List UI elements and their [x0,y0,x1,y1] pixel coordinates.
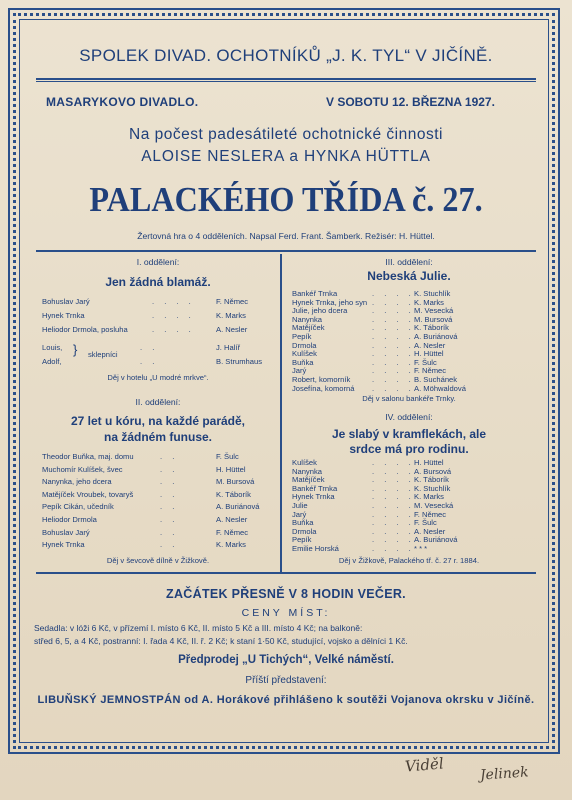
cast-dots: . . . . [372,375,415,384]
cast-actor: K. Marks [216,540,246,550]
act3-label: III. oddělení: [385,257,433,267]
cast-dots: . . . . [372,357,415,367]
cast-dots: . . . . [372,509,415,519]
cast-actor: M. Bursová [216,477,255,487]
cast-role: Pepík Cikán, učedník [42,502,114,512]
cast-role: Jarý [292,366,307,376]
cast-role: Theodor Buňka, maj. domu [42,452,134,461]
cast-actor: F. Němec [216,527,249,537]
act1-louis-role: Louis, [42,343,63,352]
cast-row [42,515,274,525]
cast-actor: B. Suchánek [414,375,458,384]
play-subtitle: Žertovná hra o 4 odděleních. Napsal Ferd. Frant. Šamberk. Režisér: H. Hüttel. [137,231,435,241]
cast-actor: * * * [414,544,428,553]
cast-actor: M. Vesecká [414,306,454,316]
cast-role: Jarý [292,509,307,519]
divider-acts-top [36,250,536,252]
cast-actor: H. Hüttel [216,464,246,474]
theatre-name: MASARYKOVO DIVADLO. [46,95,199,109]
divider-acts-bottom [36,572,536,574]
cast-role: Matějíček Vroubek, tovaryš [42,489,134,499]
cast-row [42,452,274,462]
cast-row [42,311,274,321]
cast-role: Julie, jeho dcera [292,306,348,316]
cast-role: Pepík [292,535,312,545]
cast-role: Nanynka, jeho dcera [42,477,112,487]
cast-role: Bankéř Trnka [292,483,338,493]
cast-role: Julie [292,501,308,510]
act3-play: Nebeská Julie. [367,269,451,283]
cast-actor: K. Marks [216,311,246,320]
act1-louis-actor: J. Halíř [216,343,241,352]
cast-role: Buňka [292,518,314,528]
cast-role: Hynek Trnka [292,492,335,502]
cast-dots: . . . . [372,323,415,333]
cast-row [42,502,274,512]
cast-actor: K. Táborík [414,475,449,485]
act1-adolf-dots: . . [140,357,159,366]
play-title: PALACKÉHO TŘÍDA č. 27. [89,180,483,219]
cast-dots: . . . . [372,349,415,359]
cast-actor: A. Nesler [216,325,248,334]
cast-role: Bohuslav Jarý [42,527,90,537]
cast-role: Bankéř Trnka [292,289,338,298]
cast-dots: . . . . [152,325,195,334]
act2-play-line2: na žádném funuse. [103,430,213,444]
act2-play-line1: 27 let u kóru, na každé parádě, [70,414,246,428]
cast-actor: F. Šulc [216,452,239,461]
cast-actor: K. Marks [414,297,444,307]
cast-row [42,490,274,500]
prices-line-1: Sedadla: v lóži 6 Kč, v přízemí I. místo 6 Kč, II. místo 5 Kč a III. místo 4 Kč; na balkoně: [34,623,363,633]
act4-label: IV. oddělení: [385,412,433,422]
cast-actor: H. Hüttel [414,458,444,467]
cast-dots: . . . . [372,289,415,298]
honor-line-2: ALOISE NESLERA a HYNKA HÜTTLA [141,148,431,165]
cast-actor: K. Marks [414,492,444,502]
cast-role: Matějíček [292,323,325,333]
cast-role: Heliodor Drmola, posluha [42,325,128,334]
divider-top [36,78,536,80]
cast-dots: . . [160,452,179,461]
cast-role: Hynek Trnka [42,311,85,320]
cast-role: Matějíček [292,475,325,485]
cast-dots: . . . . [372,366,415,376]
handwritten-note-1: Viděl [404,754,445,776]
cast-actor: A. Möhwaldová [414,383,466,393]
cast-dots: . . [160,540,179,550]
cast-dots: . . . . [152,297,195,306]
cast-role: Hynek Trnka, jeho syn [292,297,368,307]
cast-dots: . . [160,515,179,524]
act1-location: Děj v hotelu „U modré mrkve“. [107,373,209,382]
cast-role: Hynek Trnka [42,540,85,550]
cast-role: Kulíšek [292,458,317,467]
cast-actor: H. Hüttel [414,349,444,359]
act4-location: Děj v Žižkově, Palackého tř. č. 27 r. 1884. [338,556,480,565]
cast-row [42,297,274,307]
cast-role: Bohuslav Jarý [42,297,90,306]
cast-row [42,528,274,538]
cast-actor: F. Šulc [414,357,437,367]
cast-actor: K. Táborík [216,489,251,499]
cast-dots: . . . . [372,492,415,502]
cast-row [292,384,532,394]
cast-dots: . . [160,502,179,512]
act2-location: Děj v ševcově dílně v Žižkově. [106,556,210,565]
cast-role: Josefína, komorná [292,383,355,393]
cast-dots: . . [160,464,179,474]
cast-actor: F. Němec [216,297,249,306]
act3-location: Děj v salonu bankéře Trnky. [362,394,456,403]
cast-role: Kulíšek [292,349,317,359]
cast-row [42,465,274,475]
act1-adolf-role: Adolf, [42,357,62,366]
next-performance-label: Příští představení: [245,675,327,686]
next-performance-title: LIBUŇSKÝ JEMNOSTPÁN od A. Horákové přihlášeno k soutěži Vojanova okrsku v Jičíně. [37,694,535,706]
cast-dots: . . [160,489,179,499]
act1-label: I. oddělení: [136,257,180,267]
cast-row [42,477,274,487]
cast-role: Buňka [292,357,314,367]
cast-dots: . . . . [372,332,415,341]
cast-actor: K. Táborík [414,323,449,333]
cast-dots: . . . . [372,314,415,324]
cast-role: Heliodor Drmola [42,515,97,524]
cast-role: Nanynka [292,314,322,324]
cast-role: Nanynka [292,466,322,476]
cast-dots: . . . . [372,544,415,553]
divider-top-thin [36,81,536,82]
cast-actor: F. Němec [414,366,447,376]
presale-info: Předprodej „U Tichých“, Velké náměstí. [178,654,394,666]
cast-actor: A. Nesler [414,526,446,536]
act1-adolf-actor: B. Strumhaus [216,357,263,366]
prices-line-2: střed 6, 5, a 4 Kč, postranní: I. řada 4 Kč, II. ř. 2 Kč; k staní 1·50 Kč, studující, vojsko a dělníci 1 Kč. [34,636,408,646]
cast-actor: A. Buriánová [216,502,260,512]
cast-dots: . . . . [372,458,415,467]
cast-dots: . . . . [372,501,415,510]
act2-label: II. oddělení: [135,397,181,407]
prices-heading: CENY MÍST: [241,607,331,619]
act4-play-line2: srdce má pro rodinu. [349,442,469,456]
act1-brace: } [73,342,78,357]
cast-row [42,325,274,335]
cast-role: Pepík [292,332,312,341]
cast-actor: A. Nesler [216,515,248,524]
cast-dots: . . . . [152,311,195,320]
cast-actor: A. Bursová [414,466,452,476]
society-name: SPOLEK DIVAD. OCHOTNÍKŮ „J. K. TYL“ V JIČÍNĚ. [79,46,493,65]
cast-row [42,540,274,550]
act1-sklepnici: sklepníci [88,350,118,359]
cast-actor: F. Němec [414,509,447,519]
cast-dots: . . . . [372,535,415,545]
cast-actor: M. Bursová [414,314,453,324]
act4-play-line1: Je slabý v kramflekách, ale [331,427,487,441]
act1-louis-dots: . . [140,343,159,352]
cast-role: Drmola [292,526,317,536]
cast-dots: . . . . [372,297,415,307]
performance-date: V SOBOTU 12. BŘEZNA 1927. [326,95,495,109]
cast-row [292,544,532,554]
cast-actor: F. Šulc [414,518,437,528]
cast-dots: . . [160,527,179,537]
cast-actor: M. Vesecká [414,501,454,510]
cast-role: Drmola [292,340,317,350]
cast-dots: . . . . [372,306,415,316]
cast-actor: A. Buriánová [414,535,458,545]
cast-dots: . . [160,477,179,487]
handwritten-signature: Jelinek [479,764,530,784]
cast-dots: . . . . [372,466,415,476]
cast-actor: K. Stuchlík [414,483,451,493]
cast-actor: A. Buriánová [414,332,458,341]
act1-play: Jen žádná blamáž. [105,275,211,289]
cast-role: Robert, komorník [292,375,351,384]
cast-role: Muchomír Kulíšek, švec [42,464,123,474]
cast-dots: . . . . [372,518,415,528]
honor-line-1: Na počest padesátileté ochotnické činnosti [129,126,443,143]
cast-dots: . . . . [372,383,415,393]
cast-actor: A. Nesler [414,340,446,350]
cast-dots: . . . . [372,526,415,536]
cast-dots: . . . . [372,340,415,350]
cast-dots: . . . . [372,475,415,485]
cast-dots: . . . . [372,483,415,493]
start-time: ZAČÁTEK PŘESNĚ V 8 HODIN VEČER. [166,587,406,601]
cast-actor: K. Stuchlík [414,289,451,298]
cast-role: Emilie Horská [292,544,339,553]
